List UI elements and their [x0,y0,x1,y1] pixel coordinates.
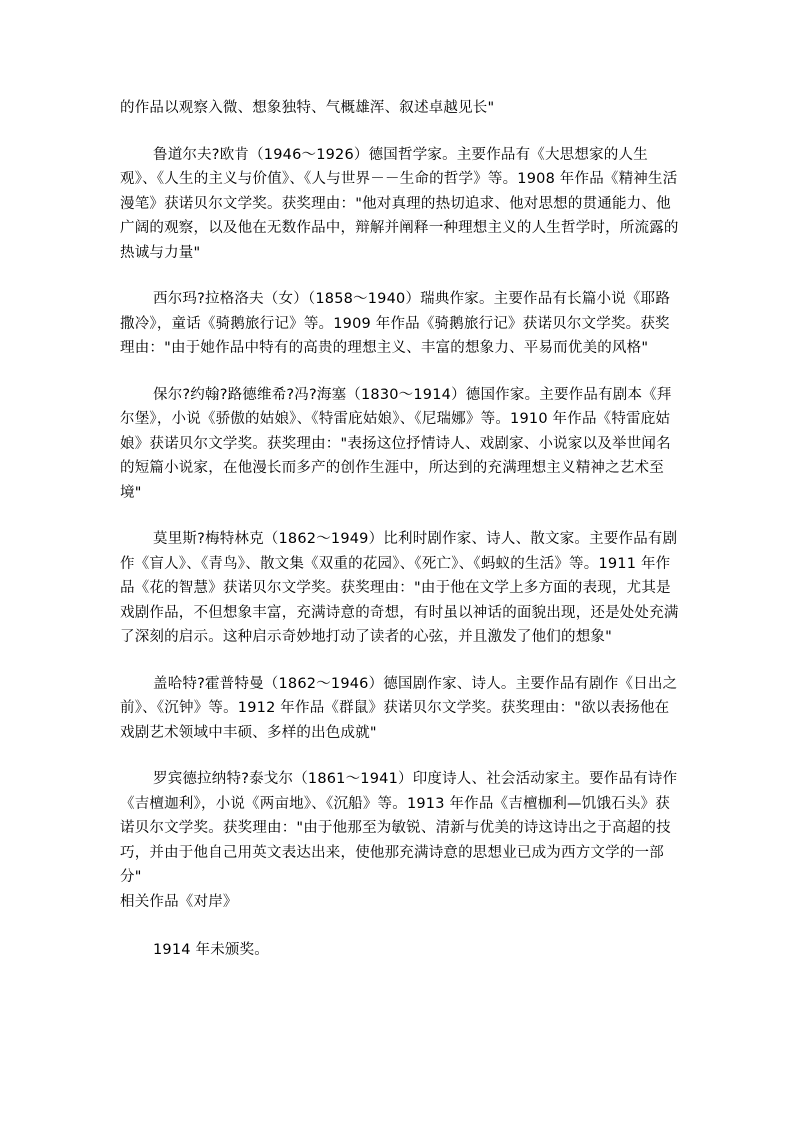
paragraph-related-works: 相关作品《对岸》 [120,893,238,910]
paragraph-maeterlinck: 莫里斯?梅特林克（1862～1949）比利时剧作家、诗人、散文家。主要作品有剧作《盲人》、《青鸟》、散文集《双重的花园》、《死亡》、《蚂蚁的生活》等。1911 年作品《花的智慧》获诺贝尔文学奖。获奖理由："由于他在文学上多方面的表现，尤其是戏剧作品，不但想象丰富，充满诗意的奇想，有时虽以神话的面貌出现，还是处处充满了深刻的启示。这种启示奇妙地打动了读者的心弦，并且激发了他们的想象" [120,531,679,645]
document-body [120,96,680,963]
paragraph-lagerlof: 西尔玛?拉格洛夫（女）（1858～1940）瑞典作家。主要作品有长篇小说《耶路撒冷》，童话《骑鹅旅行记》等。1909 年作品《骑鹅旅行记》获诺贝尔文学奖。获奖理由："由于她作品中特有的高贵的理想主义、丰富的想象力、平易而优美的风格" [120,291,671,356]
paragraph-eucken: 鲁道尔夫?欧肯（1946～1926）德国哲学家。主要作品有《大思想家的人生观》、《人生的主义与价值》、《人与世界－－生命的哲学》等。1908 年作品《精神生活漫笔》获诺贝尔文学奖。获奖理由："他对真理的热切追求、他对思想的贯通能力、他广阔的观察，以及他在无数作品中，辩解并阐释一种理想主义的人生哲学时，所流露的热诚与力量" [120,146,679,261]
paragraph-hauptmann: 盖哈特?霍普特曼（1862～1946）德国剧作家、诗人。主要作品有剧作《日出之前》、《沉钟》等。1912 年作品《群鼠》获诺贝尔文学奖。获奖理由："欲以表扬他在戏剧艺术领域中丰硕、多样的出色成就" [120,675,678,741]
paragraph-tagore: 罗宾德拉纳特?泰戈尔（1861～1941）印度诗人、社会活动家主。要作品有诗作《吉檀迦利》，小说《两亩地》、《沉船》等。1913 年作品《吉檀枷利—饥饿石头》获诺贝尔文学奖。获奖理由："由于他那至为敏锐、清新与优美的诗这诗出之于高超的技巧，并由于他自己用英文表达出来，使他那充满诗意的思想业已成为西方文学的一部分" [120,771,678,885]
paragraph-1914: 1914 年未颁奖。 [153,942,270,958]
paragraph-heyse: 保尔?约翰?路德维希?冯?海塞（1830～1914）德国作家。主要作品有剧本《拜尔堡》，小说《骄傲的姑娘》、《特雷庇姑娘》、《尼瑞娜》等。1910 年作品《特雷庇姑娘》获诺贝尔文学奖。获奖理由："表扬这位抒情诗人、戏剧家、小说家以及举世闻名的短篇小说家，在他漫长而多产的创作生涯中，所达到的充满理想主义精神之艺术至境" [120,386,672,501]
paragraph-continuation: 的作品以观察入微、想象独特、气概雄浑、叙述卓越见长" [120,100,495,116]
